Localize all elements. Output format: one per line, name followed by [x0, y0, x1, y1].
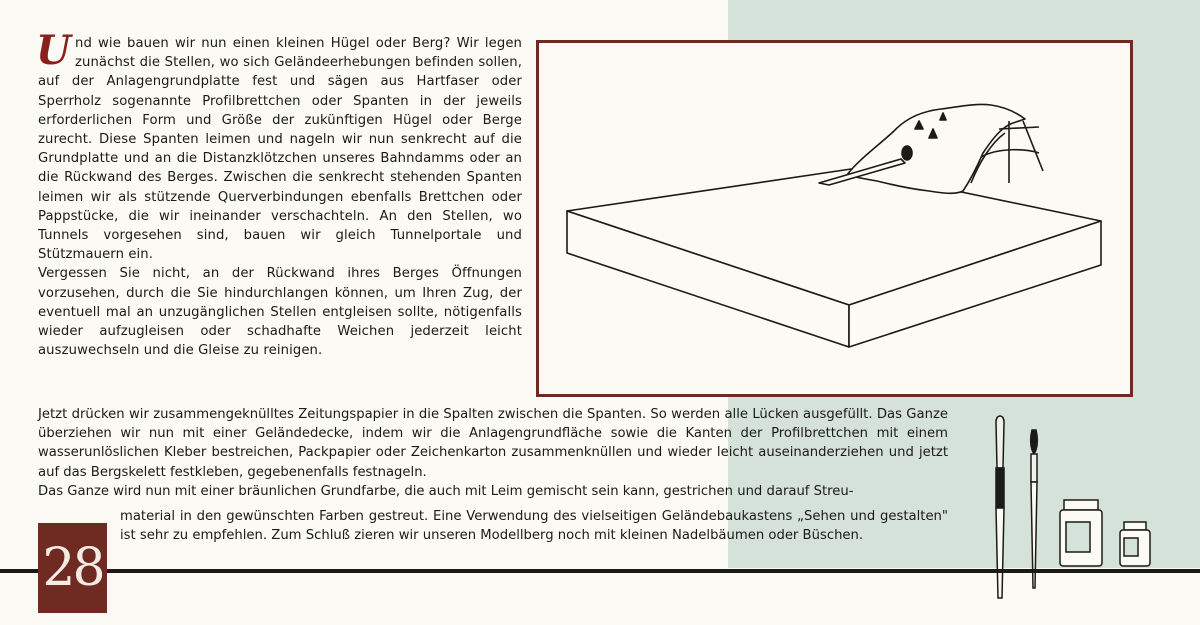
mountain-shell [847, 104, 1025, 193]
small-brush-ferrule [1031, 454, 1037, 482]
indented-text-block [120, 507, 948, 545]
paragraph-1 [36, 27, 522, 264]
big-brush-bristles [996, 416, 1004, 468]
brushes-and-jars-icon [980, 408, 1180, 608]
page-number: 28 [38, 523, 107, 613]
jar-small-label [1124, 538, 1138, 556]
bridge-pier-right [1023, 121, 1043, 171]
tunnel-portal [902, 146, 912, 160]
bridge-arch [981, 150, 1039, 157]
jar-small-lid [1124, 522, 1146, 530]
illustration-frame [536, 40, 1133, 397]
big-brush-ferrule [996, 468, 1004, 508]
drop-cap: U [36, 27, 71, 74]
paragraph-4-rest: material in den gewünschten Farben gestreut. Eine Verwendung des vielseitigen Geländebaukastens „Sehen und gestalten" ist sehr zu empfehlen. Zum Schluß zieren wir unseren Modellberg noch mit kleinen Nadelbäumen oder Büschen. [120, 509, 948, 544]
tools-illustration [980, 408, 1180, 612]
paragraph-4-line-1: Das Ganze wird nun mit einer bräunlichen Grundfarbe, die auch mit Leim gemischt sein kann, gestrichen und darauf Streu- [38, 483, 854, 499]
paragraph-2: Vergessen Sie nicht, an der Rückwand ihres Berges Öffnungen vorzusehen, durch die Sie hindurchlangen können, um Ihren Zug, der eventuell mal an unzugänglichen Stellen entgleisen sollte, nötigenfalls wieder aufzugleisen oder schadhafte Weichen jederzeit leicht auszuwechseln und die Gleise zu reinigen. [38, 266, 522, 359]
big-brush-handle [996, 508, 1004, 598]
jar-large-lid [1064, 500, 1098, 510]
paragraph-3: Jetzt drücken wir zusammengeknülltes Zeitungspapier in die Spalten zwischen die Spanten. So werden alle Lücken ausgefüllt. Das Ganze überziehen wir nun mit einer Geländedecke, indem wir die Anlagengrundfläche sowie die Kanten der Profilbrettchen mit einem wasserunlöslichen Kleber bestreichen, Packpapier oder Zeichenkarton zusammenknüllen und wieder leicht auseinanderziehen und jetzt auf das Bergskelett festkleben, gegebenenfalls festnageln. [38, 407, 948, 480]
intro-text-column [36, 27, 522, 360]
small-brush-tip [1031, 430, 1038, 454]
main-text-block [38, 405, 948, 501]
paragraph-1-body: nd wie bauen wir nun einen kleinen Hügel oder Berg? Wir legen zunächst die Stellen, wo sich Geländeerhebungen befinden sollen, auf der Anlagengrundplatte fest und sägen aus Hartfaser oder Sperrholz sogenannte Profilbrettchen oder Spanten in der jeweils erforderlichen Form und Größe der zukünftigen Hügel oder Berge zurecht. Diese Spanten leimen und nageln wir nun senkrecht auf die Grundplatte und an die Distanzklötzchen unseres Bahndamms oder an die Rückwand des Berges. Zwischen die senkrecht stehenden Spanten leimen wir als stützende Querverbindungen ebenfalls Brettchen oder Pappstücke, die wir ineinander verschachteln. An den Stellen, wo Tunnels vorgesehen sind, bauen wir gleich Tunnelportale und Stützmauern ein. [38, 36, 522, 263]
jar-large-label [1066, 522, 1090, 552]
baseboard-mountain-illustration [539, 43, 1130, 394]
bottom-rule [0, 569, 1200, 573]
